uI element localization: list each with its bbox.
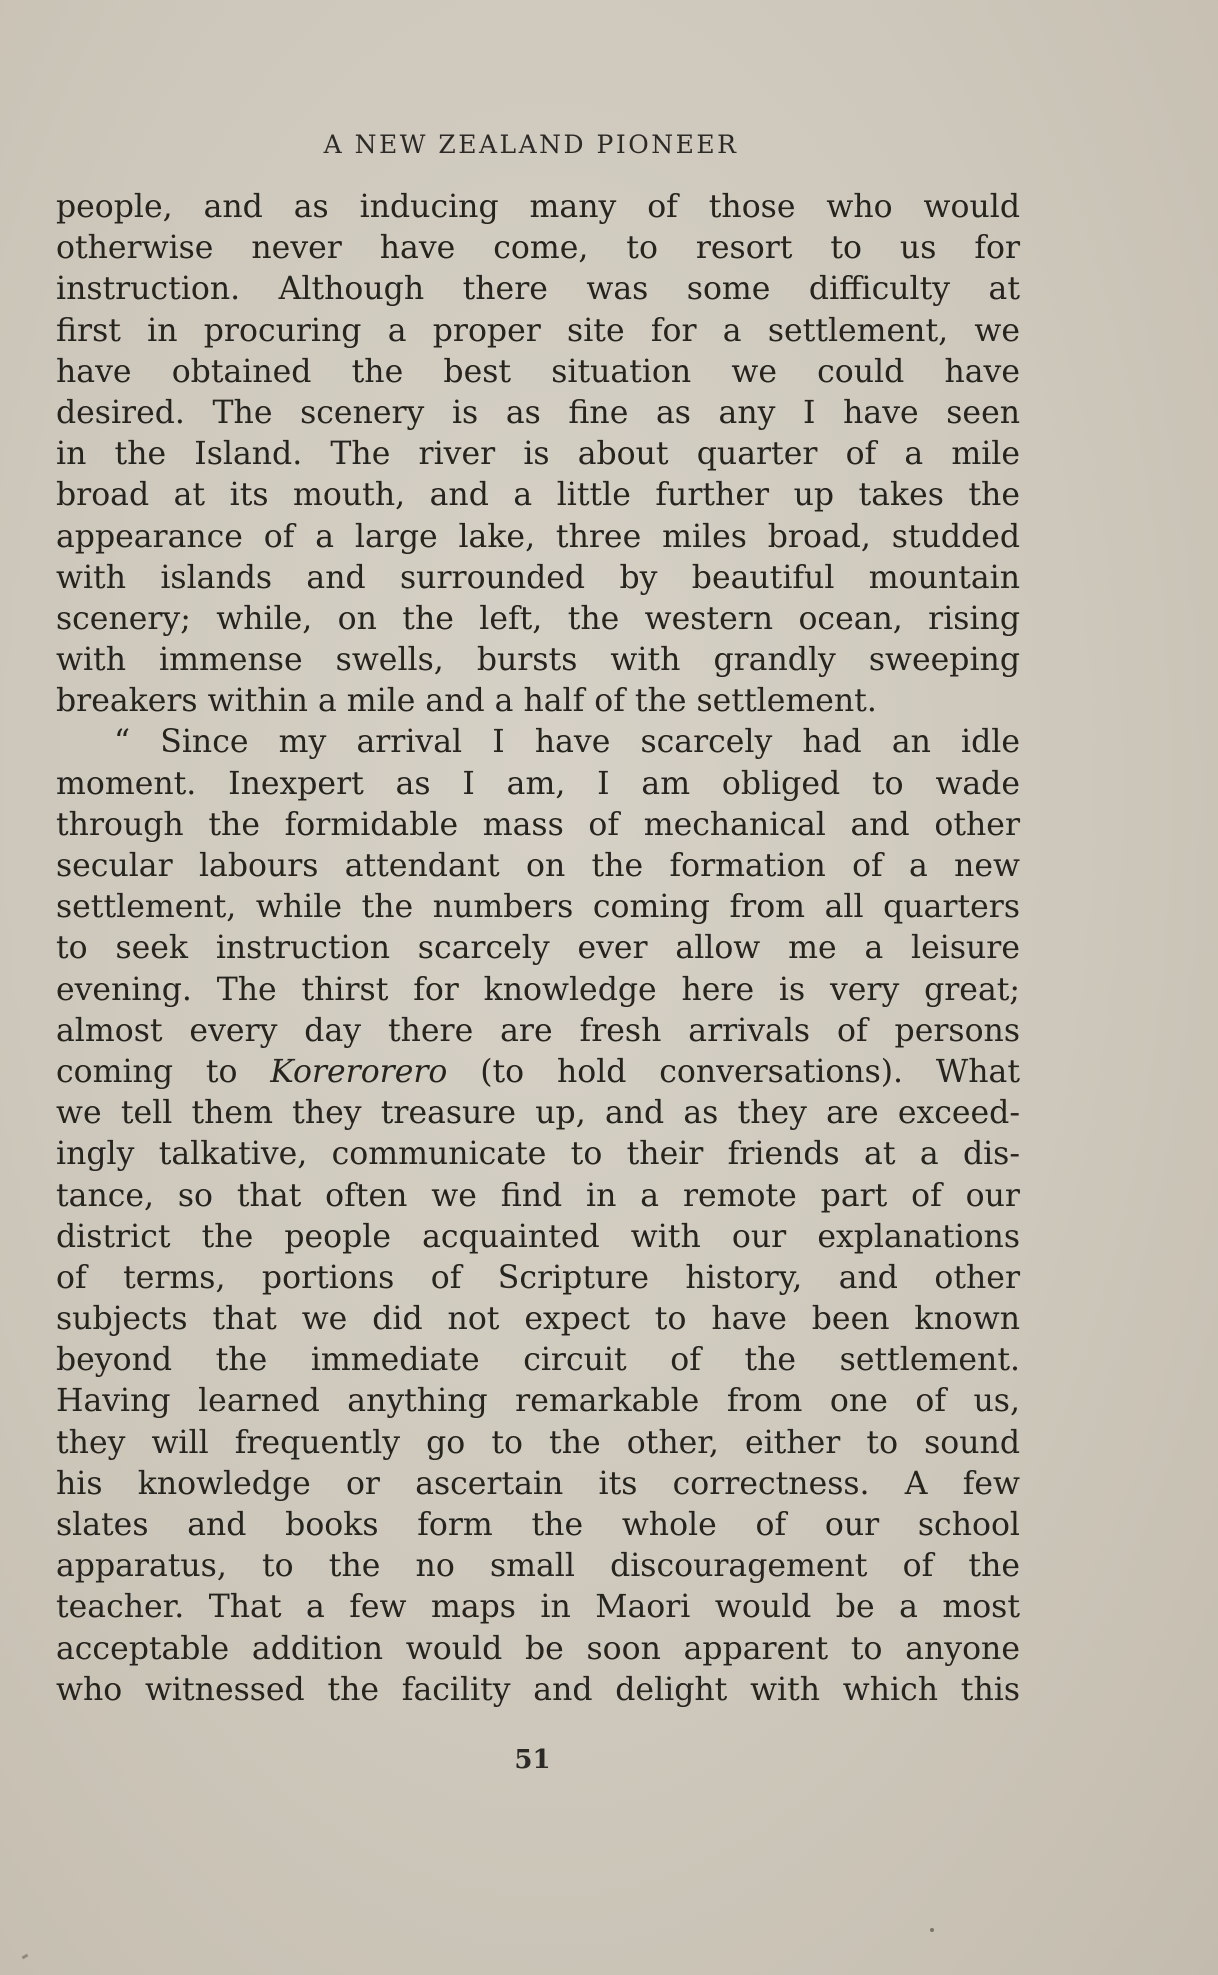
text-line: secular labours attendant on the formation of a new <box>56 848 1020 884</box>
text-line: breakers within a mile and a half of the settlement. <box>56 683 877 720</box>
text-line: we tell them they treasure up, and as they are exceed- <box>56 1095 1020 1132</box>
paper-speck <box>930 1928 934 1932</box>
text-line: of terms, portions of Scripture history, and other <box>56 1259 1020 1296</box>
text-line: who witnessed the facility and delight with which this <box>56 1671 1020 1708</box>
text-line: beyond the immediate circuit of the settlement. <box>56 1342 1020 1379</box>
text-line: first in procuring a proper site for a settlement, we <box>56 312 1020 349</box>
text-line: district the people acquainted with our explanations <box>56 1218 1020 1255</box>
text-line: they will frequently go to the other, either to sound <box>56 1424 1020 1461</box>
text-line: ingly talkative, communicate to their friends at a dis- <box>56 1136 1020 1173</box>
body-text <box>56 187 1020 1711</box>
text-line: apparatus, to the no small discouragement of the <box>56 1548 1020 1585</box>
text-segment: (to hold conversations). What <box>480 1053 1020 1090</box>
paper-speck <box>22 1954 29 1960</box>
text-line: scenery; while, on the left, the western ocean, rising <box>56 600 1020 637</box>
italic-maori-term: Korerorero <box>270 1053 448 1090</box>
text-line: otherwise never have come, to resort to us for <box>56 230 1020 267</box>
text-line: settlement, while the numbers coming from all quarters <box>56 889 1020 926</box>
text-line: people, and as inducing many of those who would <box>56 189 1020 225</box>
paragraph-start-line: “ Since my arrival I have scarcely had an idle <box>114 724 1020 761</box>
text-line: evening. The thirst for knowledge here is very great; <box>56 971 1020 1008</box>
text-line: slates and books form the whole of our school <box>56 1507 1020 1543</box>
text-line: broad at its mouth, and a little further up takes the <box>56 477 1020 514</box>
page-number: 51 <box>514 1745 551 1775</box>
text-line: appearance of a large lake, three miles broad, studded <box>56 518 1020 555</box>
text-line: Having learned anything remarkable from one of us, <box>56 1383 1020 1420</box>
text-line: tance, so that often we find in a remote part of our <box>56 1177 1020 1214</box>
text-line: instruction. Although there was some difficulty at <box>56 271 1020 308</box>
running-head: A NEW ZEALAND PIONEER <box>323 130 739 159</box>
text-line: teacher. That a few maps in Maori would be a most <box>56 1589 1020 1626</box>
text-line: subjects that we did not expect to have been known <box>56 1301 1020 1338</box>
text-line: have obtained the best situation we could have <box>56 353 1020 390</box>
text-line: his knowledge or ascertain its correctness. A few <box>56 1465 1020 1502</box>
text-line: to seek instruction scarcely ever allow me a leisure <box>56 930 1020 967</box>
text-line: with islands and surrounded by beautiful mountain <box>56 559 1020 596</box>
text-line: desired. The scenery is as fine as any I have seen <box>56 394 1020 431</box>
text-line: with immense swells, bursts with grandly sweeping <box>56 642 1020 679</box>
text-line: acceptable addition would be soon apparent to anyone <box>56 1630 1020 1667</box>
text-line-with-italic <box>56 1052 1020 1093</box>
text-line: almost every day there are fresh arrivals of persons <box>56 1012 1020 1049</box>
text-line: through the formidable mass of mechanical and other <box>56 806 1020 843</box>
text-line: moment. Inexpert as I am, I am obliged to wade <box>56 765 1020 802</box>
text-segment: coming to <box>56 1053 238 1090</box>
text-line: in the Island. The river is about quarter of a mile <box>56 436 1020 473</box>
